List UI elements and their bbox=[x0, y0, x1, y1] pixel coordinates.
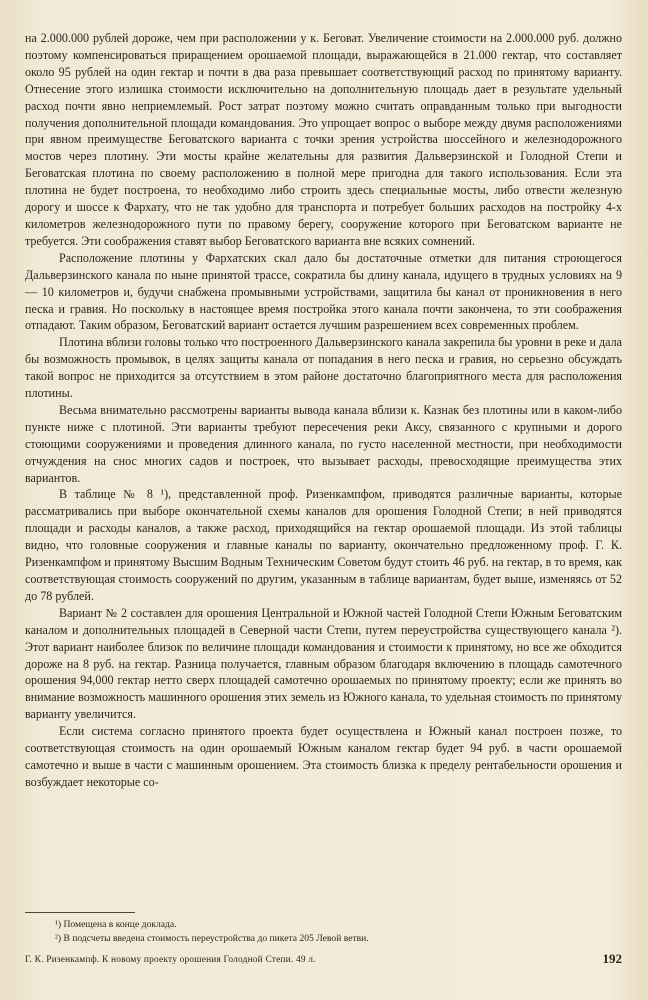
paragraph: В таблице № 8 ¹), представленной проф. Ризенкампфом, приводятся различные варианты, которые рассматривались при выборе окончательной схемы каналов для орошения Голодной Степи; в ней приводятся площади и расходы каналов, а также расход, приходящийся на гектар орошаемой площади. Из этой таблицы видно, что головные сооружения и главные каналы по варианту, окончательно предложенному проф. Г. К. Ризенкампфом и принятому Высшим Водным Техническим Советом будут стоить 46 руб. на гектар, в то время, как соответствующая стоимость сооружений по другим, указанным в таблице вариантам, будет выше, изменяясь от 52 до 78 рублей. bbox=[25, 487, 622, 603]
footnote-1: ¹) Помещена в конце доклада. bbox=[55, 919, 177, 930]
paragraph: Если система согласно принятого проекта будет осуществлена и Южный канал построен позже, то соответствующая стоимость на один орошаемый Южным каналом гектар будет 94 руб. в части орошаемой самотечно и выше в части с машинным орошением. Эта стоимость близка к пределу рентабельности орошения и возбуждает некоторые со- bbox=[25, 724, 622, 789]
paragraph: на 2.000.000 рублей дороже, чем при расположении у к. Беговат. Увеличение стоимости на 2.000.000 руб. должно поэтому компенсироваться приращением орошаемой площади, выражающейся в 21.000 гектар, что составляет около 95 рублей на один гектар и почти в два раза превышает соответствующий расход по принятому варианту. Отнесение этого излишка стоимости исключительно на дополнительную площадь дает в результате удельный расход почти явно неприемлемый. Рост затрат поэтому можно считать оправданным только при выгодности получения дополнительной площади командования. Это упрощает вопрос о выборе между двумя расположениями при явном преимуществе Беговатского варианта с точки зрения устройства шоссейного и железнодорожного мостов через плотину. Эти мосты крайне желательны для развития Дальверзинской и Голодной Степи и Беговатская плотина по своему расположению в полной мере пригодна для такого использования. Если эта плотина не будет построена, то необходимо либо строить здесь специальные мосты, либо отвести железную дорогу и шоссе к Фархату, что не так удобно для транспорта и потребует больших расходов на постройку 4-х километров железнодорожного пути по правому берегу, сооружение которого при Беговатском варианте не требуется. Эти соображения ставят выбор Беговатского варианта вне всяких сомнений. bbox=[25, 31, 622, 248]
running-footer-citation: Г. К. Ризенкампф. К новому проекту орошения Голодной Степи. 49 л. bbox=[25, 955, 316, 965]
page-number: 192 bbox=[602, 951, 622, 966]
body-text bbox=[25, 30, 622, 791]
paragraph: Расположение плотины у Фархатских скал дало бы достаточные отметки для питания строющегося Дальверзинского канала по ныне принятой трассе, сократила бы длину канала, идущего в трудных условиях на 9 — 10 километров и, будучи снабжена промывными устройствами, защитила бы канал от проникновения в него песка и гравия. Но поскольку в настоящее время постройка этого канала почти закончена, то эти соображения отпадают. Таким образом, Беговатский вариант остается лучшим разрешением всех современных проблем. bbox=[25, 250, 622, 333]
paragraph: Плотина вблизи головы только что построенного Дальверзинского канала закрепила бы уровни в реке и дала бы возможность промывок, в целях защиты канала от попадания в него песка и гравия, но серьезно обсуждать такой вопрос не приходится за отсутствием в этом районе достаточно благоприятного места для расположения плотины. bbox=[25, 335, 622, 401]
paragraph: Вариант № 2 составлен для орошения Центральной и Южной частей Голодной Степи Южным Беговатским каналом и дополнительных площадей в Северной части Степи, путем переустройства существующего канала ²). Этот вариант наиболее близок по величине площади командования и стоимости к принятому, но все же обходится дороже на 8 руб. на гектар. Разница получается, главным образом благодаря включению в площадь самотечного орошения 94,000 гектар нетто сверх площадей самотечно орошаемых по принятому проекту; если же принять во внимание возможность машинного орошения этих земель из Южного канала, то удельная стоимость по принятому варианту увеличится. bbox=[25, 605, 622, 722]
footnotes bbox=[25, 918, 622, 946]
paragraph: Весьма внимательно рассмотрены варианты вывода канала вблизи к. Казнак без плотины или в каком-либо пункте ниже с плотиной. Эти варианты требуют пересечения реки Аксу, связанного с крупными и дорого стоющими сооружениями и проведения длинного канала, по густо населенной местности, при необходимости отчуждения на снос многих садов и построек, что вызывает расходы, превосходящие преимущества этих вариантов. bbox=[25, 402, 622, 485]
footnote-divider bbox=[25, 912, 135, 913]
footnote-2: ²) В подсчеты введена стоимость переустройства до пикета 205 Левой ветви. bbox=[55, 933, 369, 944]
